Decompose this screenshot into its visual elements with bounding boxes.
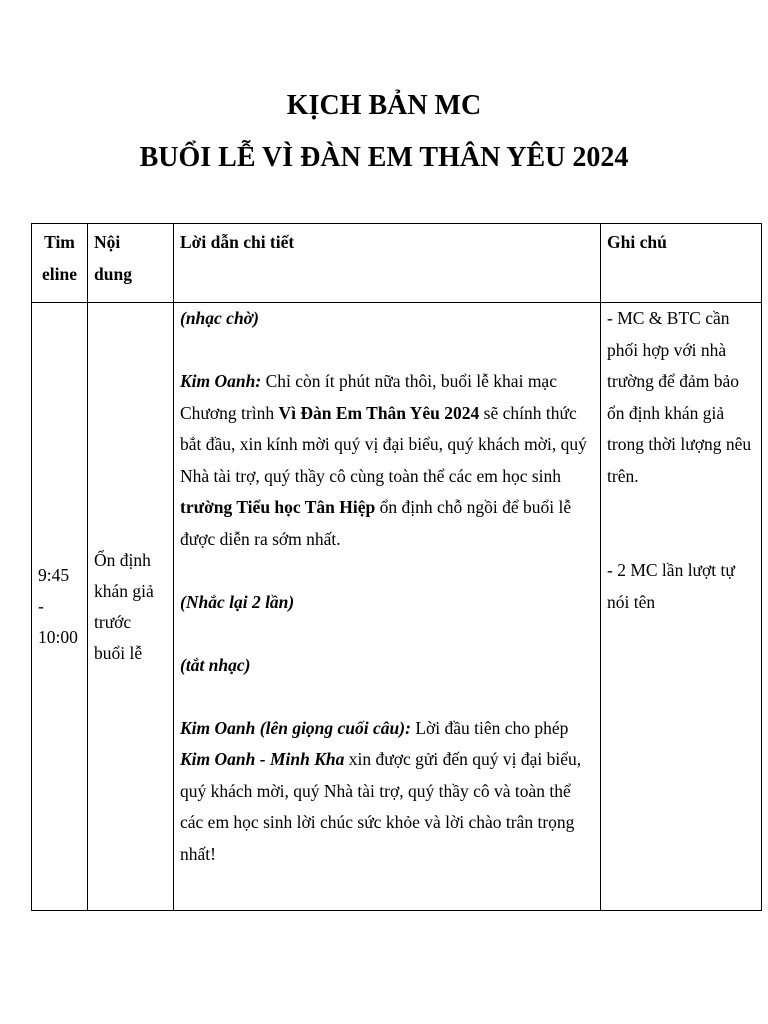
header-note: Ghi chú (601, 224, 762, 303)
header-detail: Lời dẫn chi tiết (174, 224, 601, 303)
mc-script-table (31, 223, 762, 911)
document-title: KỊCH BẢN MC (286, 90, 482, 121)
program-name: Vì Đàn Em Thân Yêu 2024 (278, 402, 480, 423)
header-timeline-part1: Tim (44, 232, 75, 252)
detail-cell (174, 303, 601, 911)
note-item: - MC & BTC cần phối hợp với nhà trường để đảm bảo ổn định khán giả trong thời lượng nêu trên. (607, 308, 752, 486)
header-content (88, 224, 174, 303)
table-row (32, 303, 762, 911)
header-content-part1: Nội (94, 232, 121, 252)
speaker-label: Kim Oanh: (180, 371, 262, 391)
header-timeline (32, 224, 88, 303)
header-content-part2: dung (94, 264, 132, 284)
school-name: trường Tiểu học Tân Hiệp (180, 497, 376, 517)
content-cell: Ổn định khán giả trước buổi lễ (88, 303, 174, 911)
mc-names: Kim Oanh - Minh Kha (180, 749, 345, 769)
note-item: - 2 MC lần lượt tự nói tên (607, 560, 735, 612)
table-header-row (32, 224, 762, 303)
paragraph-greeting: Kim Oanh (lên giọng cuối câu): Lời đầu tiên cho phép Kim Oanh - Minh Kha xin được gửi đến quý vị đại biểu, quý khách mời, quý Nhà tài trợ, quý thầy cô và toàn thể các em học sinh lời chúc sức khỏe và lời chào trân trọng nhất! (180, 717, 582, 864)
cue-repeat: (Nhắc lại 2 lần) (180, 591, 295, 612)
note-cell (601, 303, 762, 911)
paragraph-opening: Kim Oanh: Chỉ còn ít phút nữa thôi, buổi lễ khai mạc Chương trình Vì Đàn Em Thân Yêu 2024 sẽ chính thức bắt đầu, xin kính mời quý vị đại biểu, quý khách mời, quý Nhà tài trợ, quý thầy cô cùng toàn thể các em học sinh trường Tiểu học Tân Hiệp ổn định chỗ ngồi để buổi lễ được diễn ra sớm nhất. (180, 371, 587, 549)
speaker-label: Kim Oanh (lên giọng cuối câu): (180, 717, 411, 738)
document-subtitle: BUỔI LỄ VÌ ĐÀN EM THÂN YÊU 2024 (139, 142, 629, 173)
header-timeline-part2: eline (42, 264, 77, 284)
time-cell: 9:45 - 10:00 (32, 303, 88, 911)
cue-waiting-music: (nhạc chờ) (180, 308, 259, 328)
cue-music-off: (tắt nhạc) (180, 654, 251, 675)
